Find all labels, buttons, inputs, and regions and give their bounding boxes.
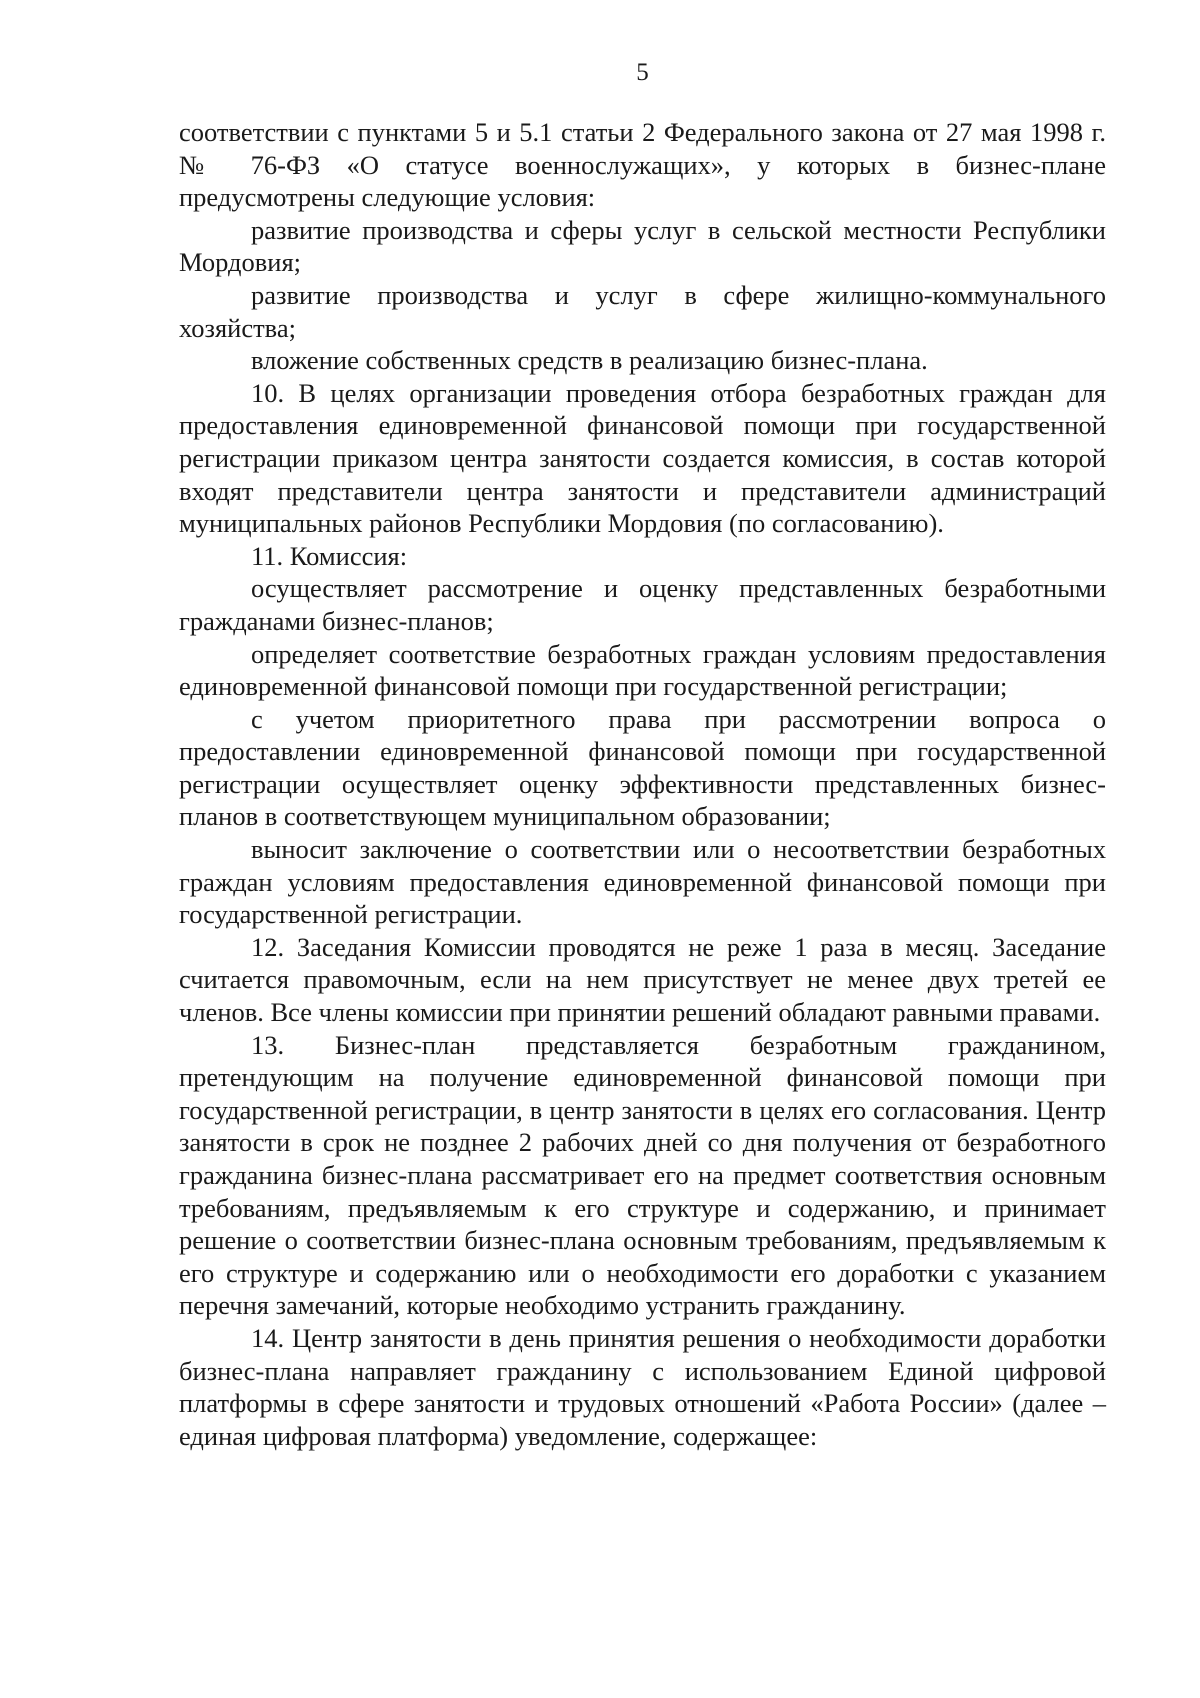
- paragraph-11: 11. Комиссия:: [251, 540, 408, 571]
- paragraph-11-compliance: определяет соответствие безработных граждан условиям предоставления единовременной финансовой помощи при государственной регистрации;: [179, 638, 1106, 702]
- paragraph-13: 13. Бизнес-план представляется безработным гражданином, претендующим на получение единовременной финансовой помощи при государственной регистрации, в центр занятости в целях его согласования. Центр занятости в срок не позднее 2 рабочих дней со дня получения от безработного гражданина бизнес-плана рассматривает его на предмет соответствия основным требованиям, предъявляемым к его структуре и содержанию, и принимает решение о соответствии бизнес-плана основным требованиям, предъявляемым к его структуре и содержанию или о необходимости его доработки с указанием перечня замечаний, которые необходимо устранить гражданину.: [179, 1029, 1106, 1321]
- paragraph-condition-rural: развитие производства и сферы услуг в сельской местности Республики Мордовия;: [179, 214, 1106, 278]
- paragraph-11-priority: с учетом приоритетного права при рассмотрении вопроса о предоставлении единовременной финансовой помощи при государственной регистрации осуществляет оценку эффективности представленных бизнес-планов в соответствующем муниципальном образовании;: [179, 703, 1106, 832]
- paragraph-11-review: осуществляет рассмотрение и оценку представленных безработными гражданами бизнес-планов;: [179, 573, 1106, 636]
- paragraph-11-conclusion: выносит заключение о соответствии или о несоответствии безработных граждан условиям предоставления единовременной финансовой помощи при государственной регистрации.: [179, 834, 1106, 930]
- paragraph-10: 10. В целях организации проведения отбора безработных граждан для предоставления единовременной финансовой помощи при государственной регистрации приказом центра занятости создается комиссия, в состав которой входят представители центра занятости и представители администраций муниципальных районов Республики Мордовия (по согласованию).: [179, 377, 1106, 539]
- paragraph-12: 12. Заседания Комиссии проводятся не реже 1 раза в месяц. Заседание считается правомочным, если на нем присутствует не менее двух третей ее членов. Все члены комиссии при принятии решений обладают равными правами.: [179, 931, 1106, 1028]
- paragraph-continuation: соответствии с пунктами 5 и 5.1 статьи 2 Федерального закона от 27 мая 1998 г. № 76-ФЗ «О статусе военнослужащих», у которых в бизнес-плане предусмотрены следующие условия:: [179, 117, 1106, 213]
- page-number: 5: [636, 59, 649, 86]
- paragraph-condition-housing: развитие производства и услуг в сфере жилищно-коммунального хозяйства;: [179, 279, 1106, 343]
- paragraph-14: 14. Центр занятости в день принятия решения о необходимости доработки бизнес-плана направляет гражданину с использованием Единой цифровой платформы в сфере занятости и трудовых отношений «Работа России» (далее – единая цифровая платформа) уведомление, содержащее:: [179, 1322, 1106, 1451]
- paragraph-condition-own-funds: вложение собственных средств в реализацию бизнес-плана.: [251, 345, 928, 376]
- document-body: [179, 116, 1106, 1452]
